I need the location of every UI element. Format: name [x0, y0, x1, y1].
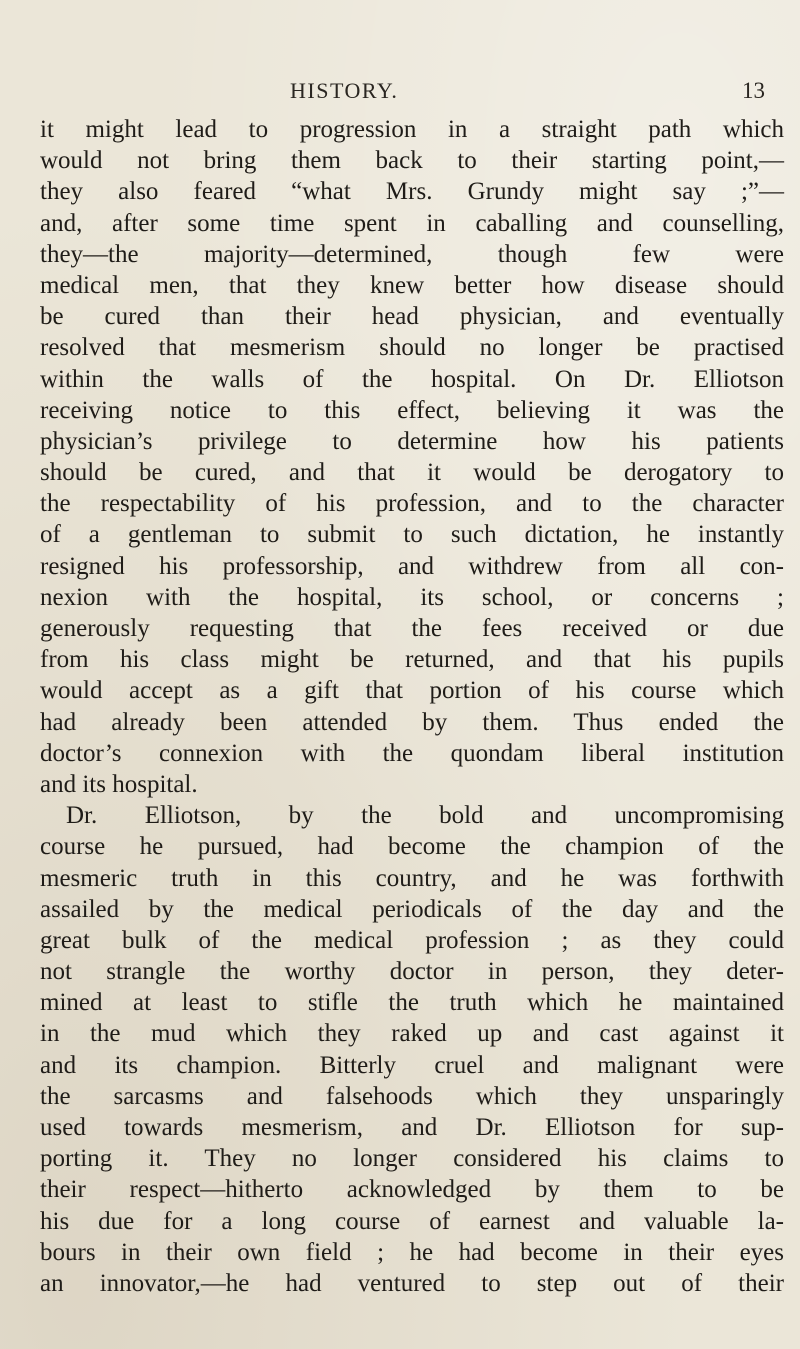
text-line: assailed by the medical periodicals of the day and the: [40, 895, 784, 923]
paragraph-end-line: and its hospital.: [40, 770, 198, 798]
text-line: it might lead to progression in a straight path which: [40, 116, 784, 143]
text-line: receiving notice to this effect, believing it was the: [40, 396, 784, 424]
text-line: great bulk of the medical profession ; as they could: [40, 926, 784, 954]
text-line: bours in their own field ; he had become in their eyes: [40, 1238, 784, 1266]
body-text: [40, 114, 784, 1299]
text-line: mined at least to stifle the truth which he maintained: [40, 989, 784, 1017]
text-line: porting it. They no longer considered his claims to: [40, 1145, 784, 1173]
text-line: doctor’s connexion with the quondam liberal institution: [40, 739, 784, 767]
text-line: his due for a long course of earnest and valuable la-: [40, 1207, 784, 1235]
text-line: nexion with the hospital, its school, or concerns ;: [40, 583, 784, 611]
running-head: HISTORY.: [290, 78, 399, 103]
page-header: [0, 78, 800, 108]
paragraph-start-line: Dr. Elliotson, by the bold and uncompromising: [66, 802, 784, 830]
text-line: not strangle the worthy doctor in person, they deter-: [40, 958, 784, 986]
text-line: resigned his professorship, and withdrew from all con-: [40, 552, 784, 580]
text-line: and its champion. Bitterly cruel and malignant were: [40, 1051, 784, 1079]
text-line: would not bring them back to their starting point,—: [40, 147, 784, 175]
text-line: an innovator,—he had ventured to step out of their: [40, 1269, 784, 1297]
text-line: their respect—hitherto acknowledged by them to be: [40, 1176, 784, 1204]
text-line: course he pursued, had become the champion of the: [40, 833, 784, 861]
text-line: resolved that mesmerism should no longer be practised: [40, 334, 784, 362]
text-line: and, after some time spent in caballing and counselling,: [40, 209, 784, 237]
text-line: used towards mesmerism, and Dr. Elliotson for sup-: [40, 1114, 784, 1141]
text-line: from his class might be returned, and that his pupils: [40, 646, 784, 674]
text-line: should be cured, and that it would be derogatory to: [40, 459, 784, 487]
text-line: physician’s privilege to determine how his patients: [40, 427, 784, 455]
text-line: of a gentleman to submit to such dictation, he instantly: [40, 521, 784, 549]
text-line: be cured than their head physician, and eventually: [40, 303, 784, 331]
text-line: mesmeric truth in this country, and he was forthwith: [40, 864, 784, 892]
text-line: in the mud which they raked up and cast against it: [40, 1020, 784, 1048]
text-line: the respectability of his profession, and to the character: [40, 490, 784, 518]
text-line: generously requesting that the fees received or due: [40, 615, 784, 642]
text-line: within the walls of the hospital. On Dr. Elliotson: [40, 365, 784, 393]
text-line: had already been attended by them. Thus ended the: [40, 708, 784, 736]
text-line: medical men, that they knew better how disease should: [40, 271, 784, 299]
text-line: they—the majority—determined, though few were: [40, 240, 784, 268]
text-line: the sarcasms and falsehoods which they unsparingly: [40, 1082, 784, 1110]
text-line: would accept as a gift that portion of his course which: [40, 677, 784, 705]
page-number: 13: [742, 78, 765, 103]
text-line: they also feared “what Mrs. Grundy might say ;”—: [40, 178, 784, 206]
